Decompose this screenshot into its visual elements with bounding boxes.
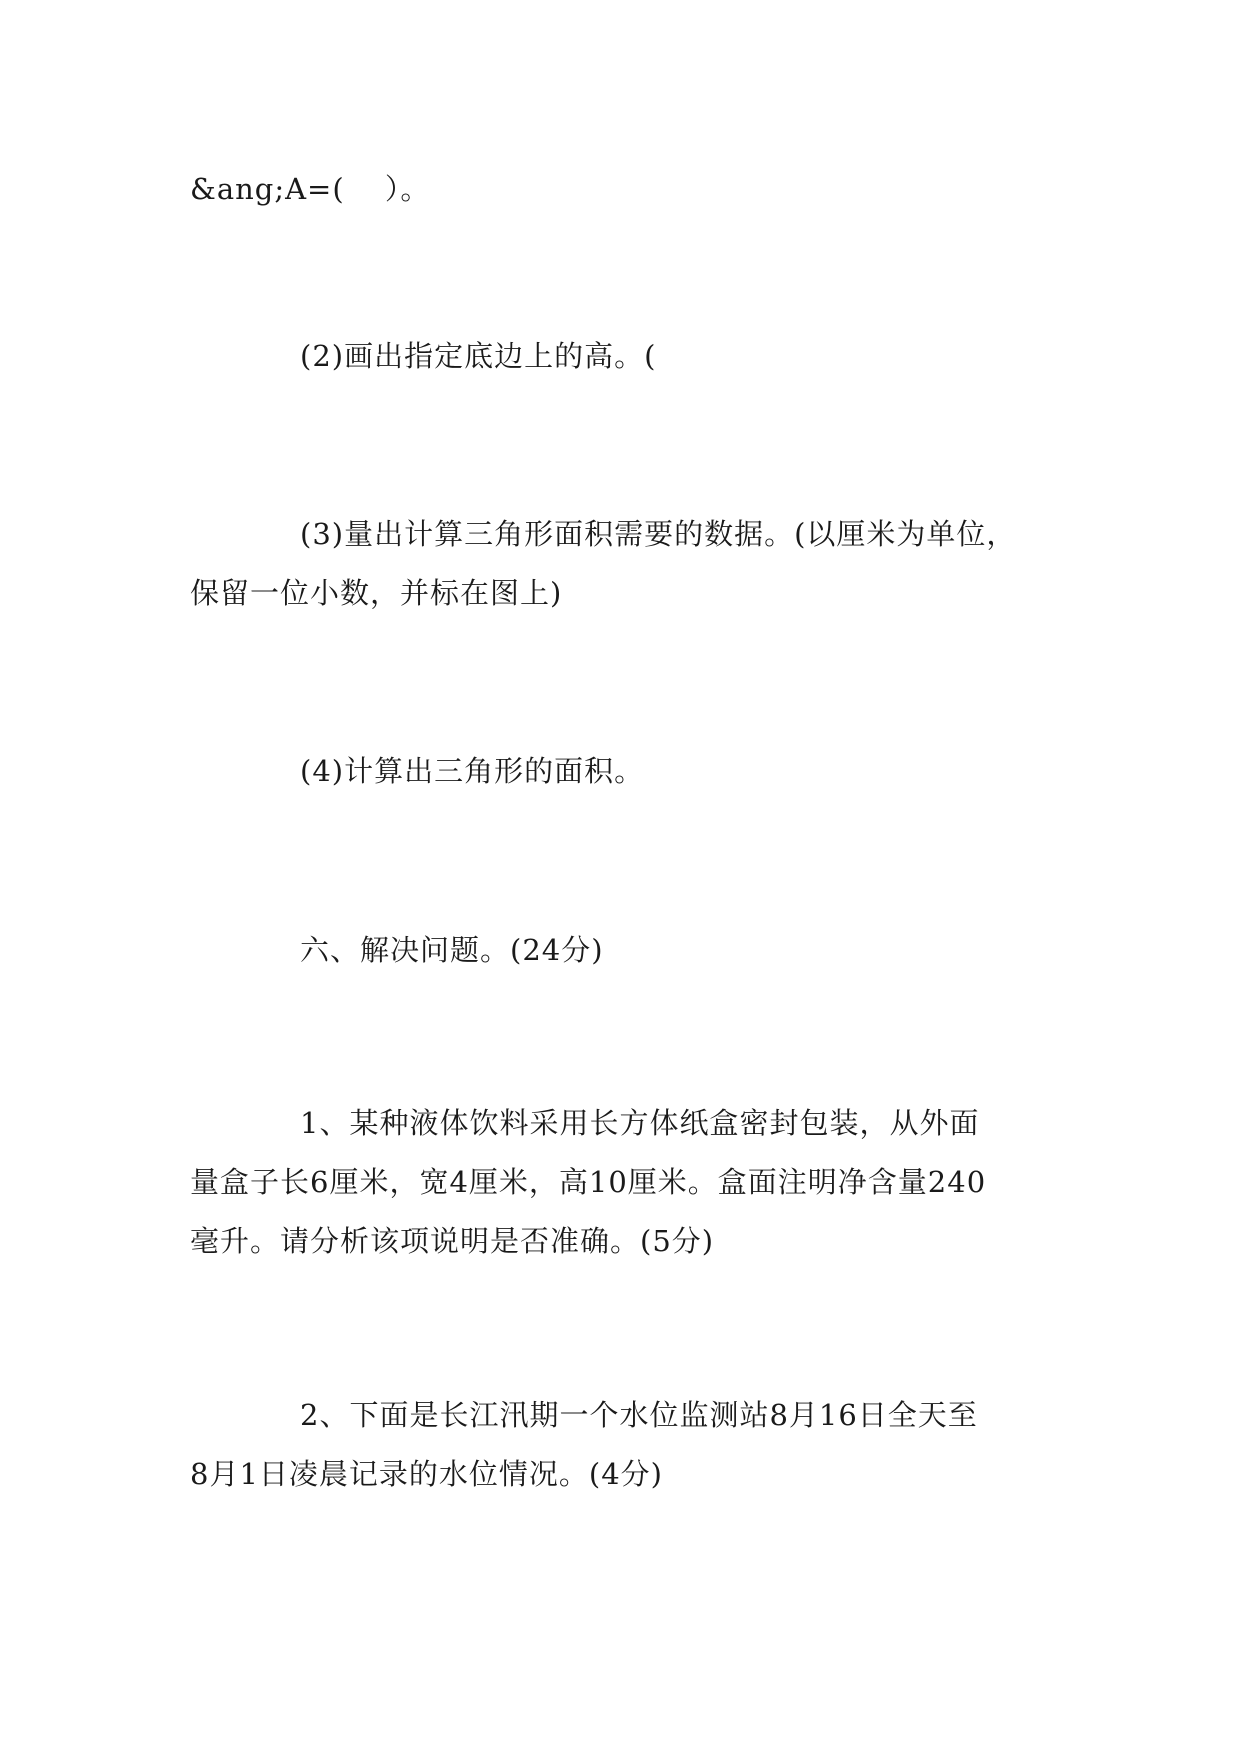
text-line: 保留一位小数，并标在图上) (190, 576, 563, 610)
text-line: 量盒子长6厘米，宽4厘米，高10厘米。盒面注明净含量240 (190, 1165, 987, 1199)
text-line: (2)画出指定底边上的高。( (300, 339, 657, 373)
section-heading-solve-problems (190, 921, 1060, 980)
question-3-measure-data (190, 505, 1060, 623)
question-4-compute-area (190, 742, 1060, 801)
text-line: 2、下面是长江汛期一个水位监测站8月16日全天至 (300, 1398, 978, 1432)
angle-answer-line (190, 160, 1060, 219)
text-line: &ang;A=( ）。 (190, 172, 431, 206)
problem-2-water-level (190, 1386, 1060, 1504)
text-line: 六、解决问题。(24分) (300, 933, 604, 967)
text-line: 毫升。请分析该项说明是否准确。(5分) (190, 1224, 715, 1258)
text-line: (4)计算出三角形的面积。 (300, 754, 645, 788)
text-line: (3)量出计算三角形面积需要的数据。(以厘米为单位， (300, 517, 1017, 551)
text-line: 1、某种液体饮料采用长方体纸盒密封包装，从外面 (300, 1106, 980, 1140)
question-2-draw-height (190, 327, 1060, 386)
text-line: 8月1日凌晨记录的水位情况。(4分) (190, 1457, 663, 1491)
problem-1-beverage-box (190, 1094, 1060, 1271)
